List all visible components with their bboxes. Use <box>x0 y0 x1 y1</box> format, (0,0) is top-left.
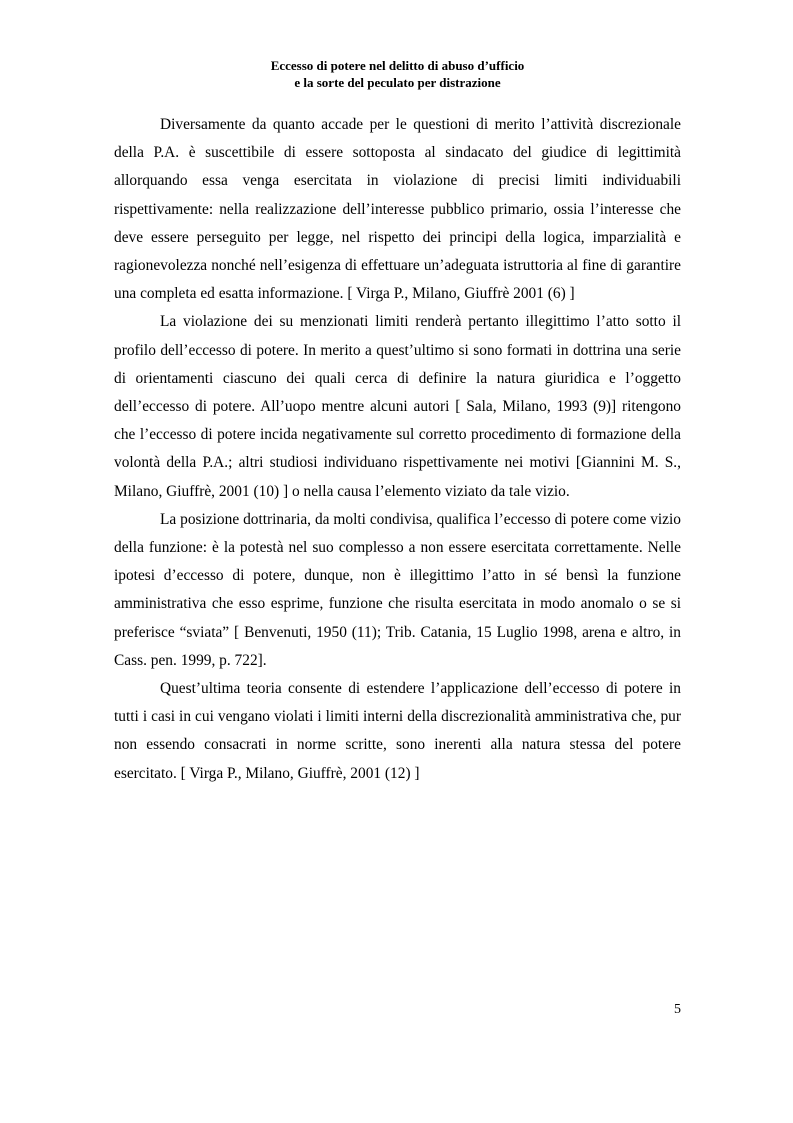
header-title-line-2: e la sorte del peculato per distrazione <box>294 75 501 90</box>
paragraph-2: La violazione dei su menzionati limiti renderà pertanto illegittimo l’atto sotto il profilo dell’eccesso di potere. In merito a quest’ultimo si sono formati in dottrina una serie di orientamenti ciascuno dei quali cerca di definire la natura giuridica e l’oggetto dell’eccesso di potere. All’uopo mentre alcuni autori [ Sala, Milano, 1993 (9)] ritengono che l’eccesso di potere incida negativamente sul corretto procedimento di formazione della volontà della P.A.; altri studiosi individuano rispettivamente nei motivi [Giannini M. S., Milano, Giuffrè, 2001 (10) ] o nella causa l’elemento viziato da tale vizio. <box>114 313 681 500</box>
body-text <box>114 111 681 788</box>
paragraph-1: Diversamente da quanto accade per le questioni di merito l’attività discrezionale della P.A. è suscettibile di essere sottoposta al sindacato del giudice di legittimità allorquando essa venga esercitata in violazione di precisi limiti individuabili rispettivamente: nella realizzazione dell’interesse pubblico primario, ossia l’interesse che deve essere perseguito per legge, nel rispetto dei principi della logica, imparzialità e ragionevolezza nonché nell’esigenza di effettuare un’adeguata istruttoria al fine di garantire una completa ed esatta informazione. [ Virga P., Milano, Giuffrè 2001 (6) ] <box>114 116 681 303</box>
header-title-line-1: Eccesso di potere nel delitto di abuso d’ufficio <box>270 58 525 73</box>
paragraph-3: La posizione dottrinaria, da molti condivisa, qualifica l’eccesso di potere come vizio della funzione: è la potestà nel suo complesso a non essere esercitata correttamente. Nelle ipotesi d’eccesso di potere, dunque, non è illegittimo l’atto in sé bensì la funzione amministrativa che esso esprime, funzione che risulta esercitata in modo anomalo o se si preferisce “sviata” [ Benvenuti, 1950 (11); Trib. Catania, 15 Luglio 1998, arena e altro, in Cass. pen. 1999, p. 722]. <box>114 510 681 669</box>
running-header <box>114 57 681 91</box>
page-number: 5 <box>674 1002 681 1017</box>
paragraph-4: Quest’ultima teoria consente di estendere l’applicazione dell’eccesso di potere in tutti i casi in cui vengano violati i limiti interni della discrezionalità amministrativa che, pur non essendo consacrati in norme scritte, sono inerenti alla natura stessa del potere esercitato. [ Virga P., Milano, Giuffrè, 2001 (12) ] <box>114 680 681 782</box>
